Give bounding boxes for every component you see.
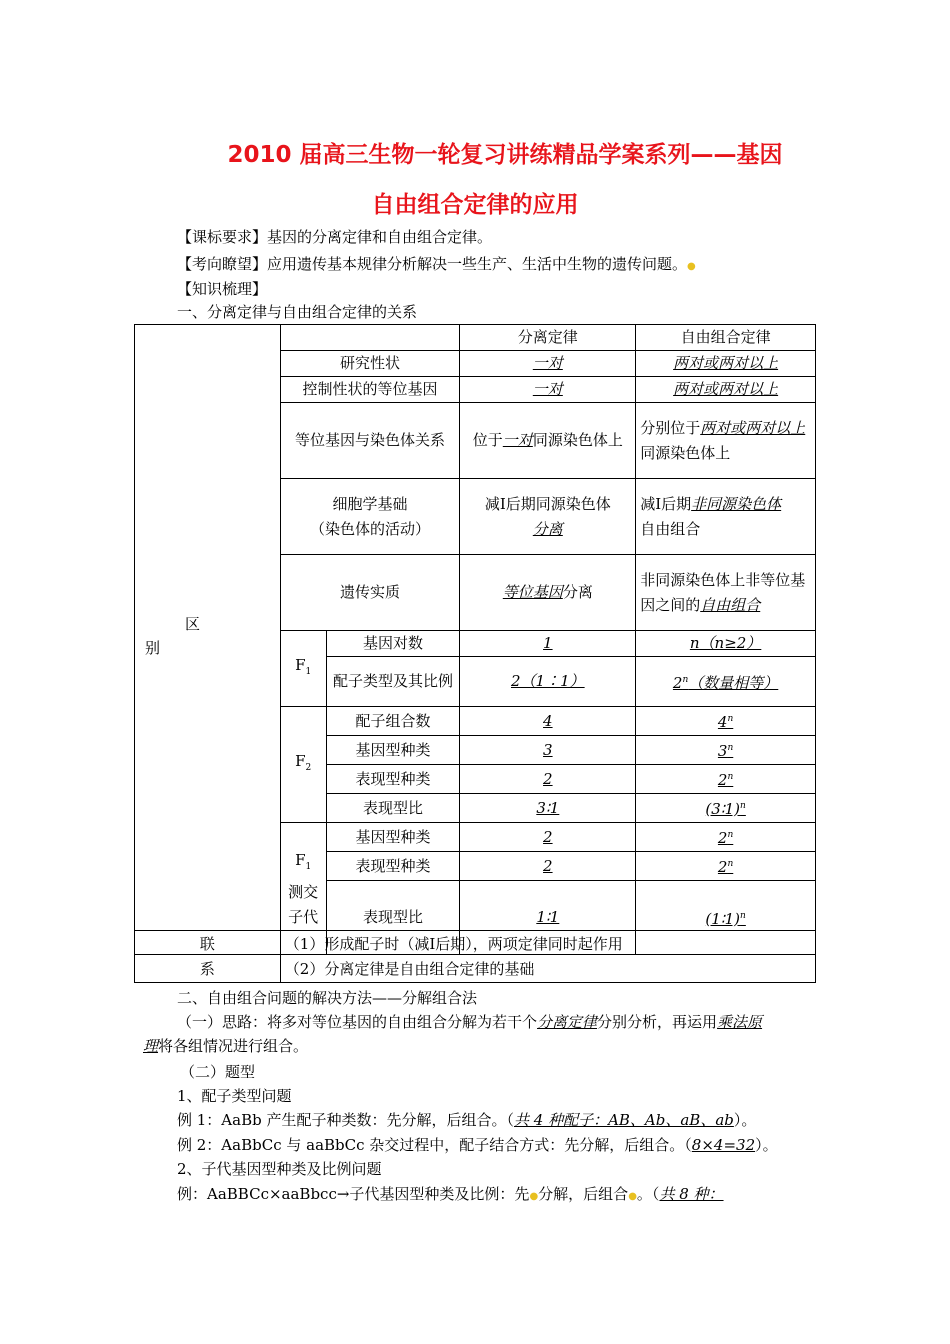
knowledge-review-heading: 【知识梳理】 (177, 280, 268, 298)
table-row: 研究性状 一对 两对或两对以上 (135, 351, 816, 377)
header-empty (280, 325, 460, 351)
table-row: 遗传实质 等位基因分离 非同源染色体上非等位基因之间的自由组合 (135, 555, 816, 631)
table-header-row (135, 325, 816, 351)
table-row: 表现型比 3∶1 (3∶1)$^n$ (135, 794, 816, 823)
link-label: 联 系 (135, 931, 281, 983)
table-row: 配子类型及其比例 2（1∶1） 2$^n$（数量相等） (135, 657, 816, 707)
link-row: 联 系 （1）形成配子时（减Ⅰ后期），两项定律同时起作用 （2）分离定律是自由组合定律的基础 (135, 931, 816, 983)
f2-label: $F_2$ (280, 707, 326, 823)
table-row: 表现型比 1∶1 (1∶1)$^n$ (135, 881, 816, 955)
types-heading: （二）题型 (180, 1063, 256, 1081)
table-row: 表现型种类 2 2$^n$ (135, 765, 816, 794)
difference-label-cell: 区 别 (135, 325, 281, 955)
example-3: 例：AaBBCc×aaBbcc→子代基因型种类及比例：先●分解，后组合●。（共 8 种： (177, 1185, 724, 1203)
document-title-line-1: 2010 届高三生物一轮复习讲练精品学案系列——基因 (227, 142, 783, 168)
table-row: 等位基因与染色体关系 位于一对同源染色体上 分别位于两对或两对以上 同源染色体上 (135, 403, 816, 479)
testcross-label: $F_1$ 测交子代 (280, 823, 326, 955)
question-2-heading: 2、子代基因型种类及比例问题 (177, 1160, 382, 1178)
example-1: 例 1：AaBb 产生配子种类数：先分解，后组合。（共 4 种配子：AB、Ab、aB、ab）。 (177, 1111, 757, 1129)
section-1-heading: 一、分离定律与自由组合定律的关系 (177, 303, 418, 321)
document-title-line-2: 自由组合定律的应用 (371, 192, 579, 218)
idea-line-2: 理将各组情况进行组合。 (143, 1037, 309, 1055)
header-free-combination: 自由组合定律 (636, 325, 816, 351)
curriculum-requirement: 【课标要求】基因的分离定律和自由组合定律。 (177, 228, 493, 246)
comparison-table (134, 324, 816, 955)
section-2-heading: 二、自由组合问题的解决方法——分解组合法 (177, 989, 478, 1007)
exam-outlook: 【考向瞭望】应用遗传基本规律分析解决一些生产、生活中生物的遗传问题。● (177, 255, 696, 273)
table-row: 表现型种类 2 2$^n$ (135, 852, 816, 881)
table-row: 基因型种类 3 3$^n$ (135, 736, 816, 765)
table-row: $F_1$ 测交子代 基因型种类 2 2$^n$ (135, 823, 816, 852)
table-row: 控制性状的等位基因 一对 两对或两对以上 (135, 377, 816, 403)
table-row: $F_2$ 配子组合数 4 4$^n$ (135, 707, 816, 736)
question-1-heading: 1、配子类型问题 (177, 1087, 292, 1105)
table-row: $F_1$ 基因对数 1 n（n≥2） (135, 631, 816, 657)
f1-label: $F_1$ (280, 631, 326, 707)
dot-mark: ● (687, 261, 696, 272)
idea-line-1: （一）思路：将多对等位基因的自由组合分解为若干个分离定律分别分析，再运用乘法原 (177, 1013, 763, 1031)
link-table (134, 930, 816, 983)
table-row: 细胞学基础 （染色体的活动） 减Ⅰ后期同源染色体 分离 减Ⅰ后期非同源染色体 自由组合 (135, 479, 816, 555)
header-segregation: 分离定律 (460, 325, 636, 351)
example-2: 例 2：AaBbCc 与 aaBbCc 杂交过程中，配子结合方式：先分解，后组合。（8×4=32）。 (177, 1136, 778, 1154)
